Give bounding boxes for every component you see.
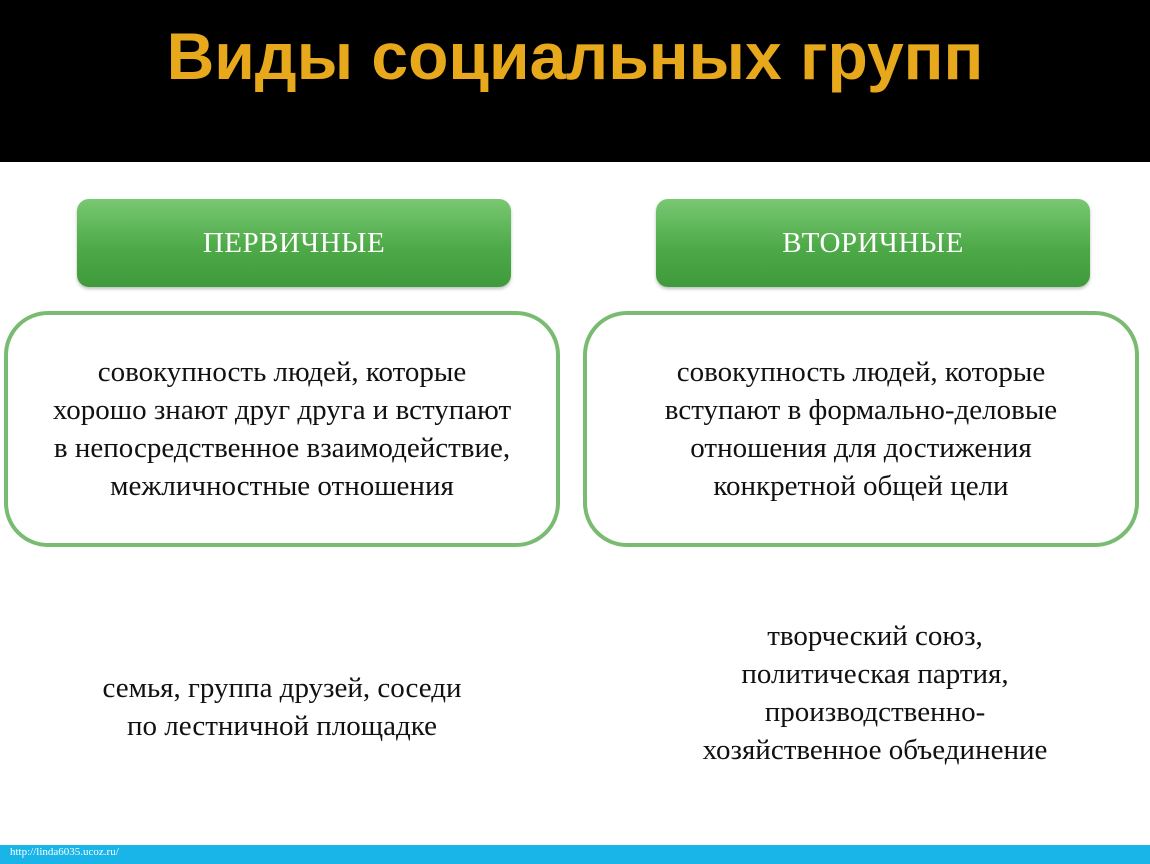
secondary-examples-text: творческий союз, политическая партия, производственно- хозяйственное объединение — [702, 620, 1048, 766]
secondary-definition-box — [583, 311, 1139, 547]
primary-examples-text: семья, группа друзей, соседи по лестничной площадке — [102, 672, 462, 742]
footer-url: http://linda6035.ucoz.ru/ — [10, 846, 119, 858]
title-bar — [0, 0, 1150, 162]
secondary-groups-heading: ВТОРИЧНЫЕ — [656, 199, 1090, 287]
primary-definition-text: совокупность людей, которые хорошо знают друг друга и вступают в непосредственное взаимодействие, межличностные отношения — [52, 356, 512, 502]
page-title: Виды социальных групп — [166, 19, 984, 93]
secondary-definition-text: совокупность людей, которые вступают в формально-деловые отношения для достижения конкретной общей цели — [664, 356, 1058, 502]
primary-definition-box — [4, 311, 560, 547]
footer-bar — [0, 845, 1150, 864]
primary-groups-heading: ПЕРВИЧНЫЕ — [77, 199, 511, 287]
